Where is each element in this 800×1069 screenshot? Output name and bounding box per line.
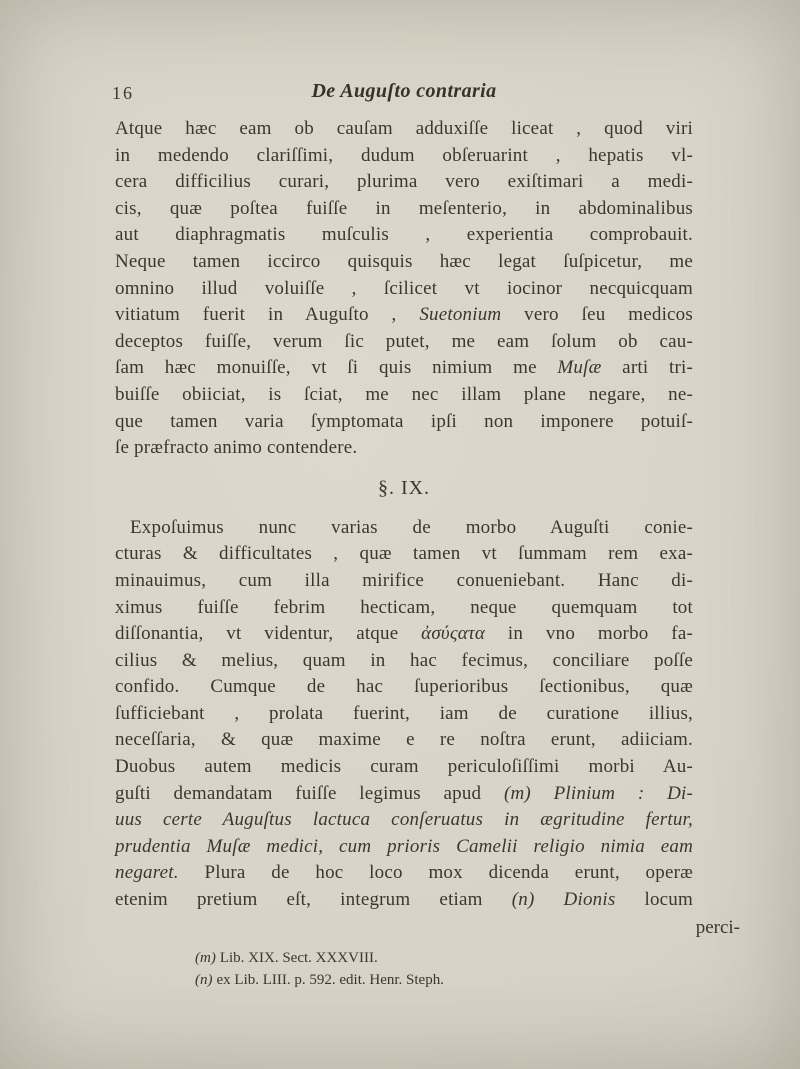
- text-line: [115, 834, 693, 861]
- running-header: De Auguſto contraria: [311, 80, 497, 102]
- text-line: [115, 754, 693, 781]
- text-line: [115, 276, 693, 303]
- text-line: [115, 302, 693, 329]
- italic-text-segment: Muſæ: [557, 357, 602, 379]
- text-segment: ximus fuiſſe febrim hecticam, neque quemquam tot: [115, 596, 693, 618]
- text-segment: locum: [615, 889, 693, 911]
- body-paragraph-2: [115, 515, 693, 914]
- text-line: [115, 222, 693, 249]
- text-segment: Duobus autem medicis curam periculoſiſſimi morbi Au-: [115, 756, 693, 778]
- italic-text-segment: prudentia Muſæ medici, cum prioris Camelii religio nimia eam: [115, 835, 693, 857]
- text-segment: cilius & melius, quam in hac fecimus, conciliare poſſe: [115, 649, 693, 671]
- text-segment: cera difficilius curari, plurima vero exiſtimari a medi-: [115, 171, 693, 193]
- text-line: [115, 568, 693, 595]
- text-segment: omnino illud voluiſſe , ſcilicet vt iocinor necquicquam: [115, 277, 693, 299]
- italic-text-segment: uus certe Auguſtus lactuca conſeruatus in ægritudine fertur,: [115, 809, 693, 831]
- text-segment: minauimus, cum illa mirifice conueniebant. Hanc di-: [115, 569, 693, 591]
- text-segment: etenim pretium eſt, integrum etiam: [115, 889, 512, 911]
- text-line: [115, 355, 693, 382]
- text-line: [115, 169, 693, 196]
- text-line: [115, 887, 693, 914]
- text-segment: vitiatum fuerit in Auguſto ,: [115, 304, 420, 326]
- text-segment: cturas & difficultates , quæ tamen vt ſummam rem exa-: [115, 543, 693, 565]
- text-segment: Neque tamen iccirco quisquis hæc legat ſuſpicetur, me: [115, 250, 693, 272]
- text-line: [115, 860, 693, 887]
- text-line: [115, 807, 693, 834]
- text-line: [115, 701, 693, 728]
- text-segment: aut diaphragmatis muſculis , experientia comprobauit.: [115, 224, 693, 246]
- section-heading: §. IX.: [377, 476, 431, 499]
- text-line: [115, 515, 693, 542]
- text-line: [115, 621, 693, 648]
- text-segment: guſti demandatam fuiſſe legimus apud: [115, 782, 504, 804]
- text-segment: confido. Cumque de hac ſuperioribus ſectionibus, quæ: [115, 676, 693, 698]
- footnote-text: Lib. XIX. Sect. XXXVIII.: [219, 949, 378, 966]
- italic-text-segment: negaret.: [115, 862, 179, 884]
- text-segment: ſe præfracto animo contendere.: [115, 437, 358, 459]
- text-segment: vero ſeu medicos: [501, 304, 693, 326]
- footnote-n: [195, 969, 693, 991]
- footnote-text: ex Lib. LIII. p. 592. edit. Henr. Steph.: [216, 971, 444, 988]
- italic-text-segment: ἀσύςατα: [421, 623, 486, 645]
- footnotes: [195, 947, 693, 991]
- text-segment: Atque hæc eam ob cauſam adduxiſſe liceat , quod viri: [115, 118, 693, 139]
- text-segment: que tamen varia ſymptomata ipſi non imponere potuiſ-: [115, 410, 693, 432]
- text-line: [115, 727, 693, 754]
- italic-text-segment: (m) Plinium : Di-: [503, 782, 694, 804]
- text-line: [115, 143, 693, 170]
- text-line: [115, 674, 693, 701]
- text-line: [115, 595, 693, 622]
- footnote-marker: (m): [195, 949, 216, 966]
- page-header: [112, 80, 693, 108]
- footnote-m: [195, 947, 693, 969]
- text-line: [115, 648, 693, 675]
- text-segment: neceſſaria, & quæ maxime e re noſtra erunt, adiiciam.: [115, 729, 693, 751]
- text-segment: diſſonantia, vt videntur, atque: [115, 623, 422, 645]
- text-segment: arti tri-: [601, 357, 693, 379]
- text-line: [115, 781, 693, 808]
- page-number: 16: [112, 83, 134, 103]
- page-content: [112, 80, 740, 991]
- body-paragraph-1: [115, 116, 693, 462]
- text-line: [115, 382, 693, 409]
- text-segment: ſam hæc monuiſſe, vt ſi quis nimium me: [115, 357, 558, 379]
- text-segment: Plura de hoc loco mox dicenda erunt, operæ: [178, 862, 693, 884]
- text-segment: in vno morbo fa-: [485, 623, 693, 645]
- text-segment: deceptos fuiſſe, verum ſic putet, me eam ſolum ob cau-: [115, 330, 693, 352]
- text-line: [115, 541, 693, 568]
- italic-text-segment: Suetonium: [419, 304, 502, 326]
- footnote-marker: (n): [195, 971, 213, 988]
- text-line: [115, 196, 693, 223]
- italic-text-segment: (n) Dionis: [511, 889, 616, 911]
- text-line: [115, 249, 693, 276]
- text-line: [115, 116, 693, 143]
- text-segment: buiſſe obiiciat, is ſciat, me nec illam plane negare, ne-: [115, 383, 693, 405]
- text-segment: ſufficiebant , prolata fuerint, iam de curatione illius,: [115, 702, 693, 724]
- text-line: [115, 329, 693, 356]
- text-segment: cis, quæ poſtea fuiſſe in meſenterio, in abdominalibus: [115, 197, 693, 219]
- text-line: [115, 435, 693, 462]
- catchword: perci-: [695, 916, 740, 938]
- text-segment: Expoſuimus nunc varias de morbo Auguſti conie-: [130, 516, 693, 538]
- text-line: [115, 409, 693, 436]
- text-segment: in medendo clariſſimi, dudum obſeruarint , hepatis vl-: [115, 144, 693, 166]
